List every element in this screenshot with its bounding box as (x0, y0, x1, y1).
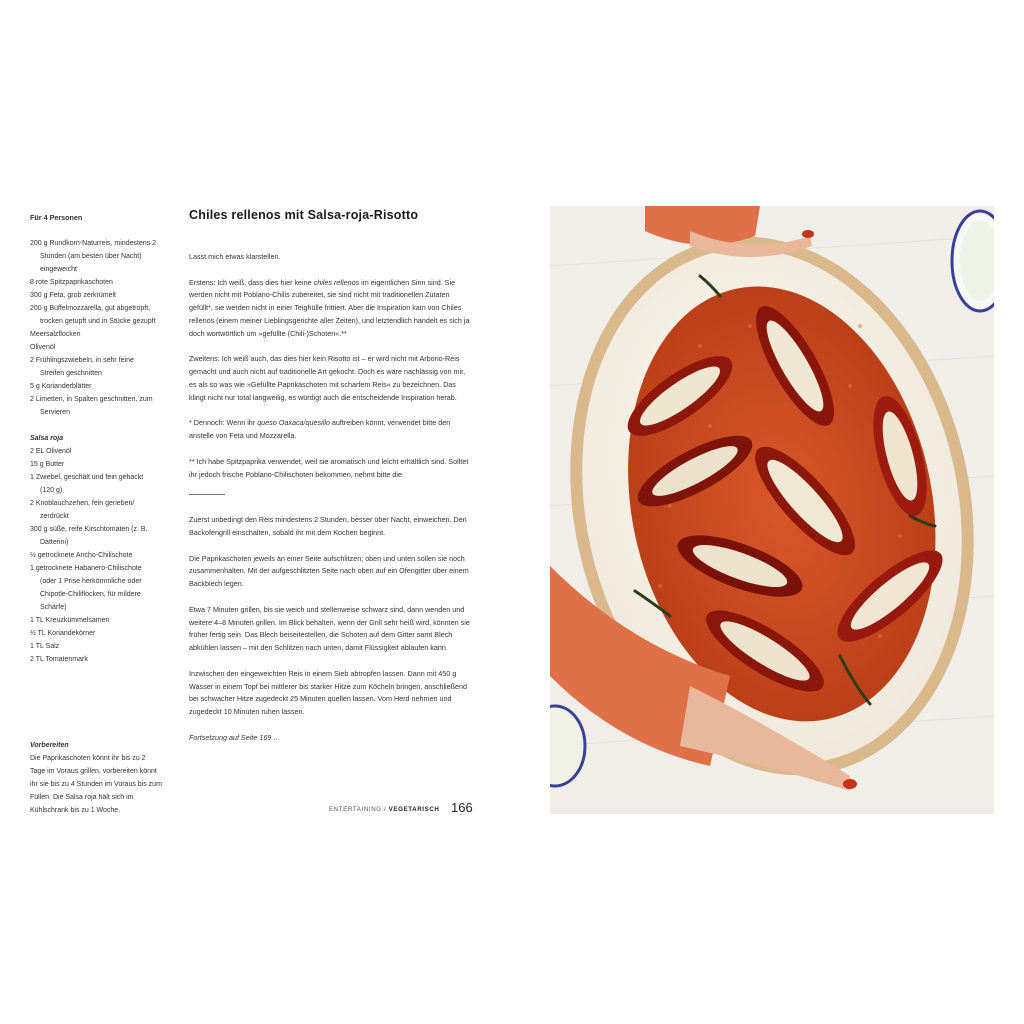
salsa-ingredient-item: 2 TL Tomatenmark (30, 656, 88, 663)
continued-note: Fortsetzung auf Seite 169 … (189, 732, 281, 742)
page-footer (329, 800, 479, 820)
salsa-ingredient-item: 300 g süße, reife Kirschtomaten (z. B. Datterini) (30, 526, 148, 546)
salsa-heading: Salsa roja (30, 435, 64, 442)
method-step: Etwa 7 Minuten grillen, bis sie weich und stellenweise schwarz sind, dann wenden und weitere 4–8 Minuten grillen. Im Blick behalten, wenn der Grill sehr heiß wird, könnten sie früher fertig sein. Das Blech beiseitestellen, die Schoten auf dem Gitter samt Blech abkühlen lassen – mit den Schlitzen nach unten, damit Flüssigkeit ablaufen kann. (189, 604, 470, 653)
salsa-ingredient-list (30, 445, 158, 666)
method-step: Die Paprikaschoten jeweils an einer Seite aufschlitzen; oben und unten sollen sie noch zusammenhalten. Mit der aufgeschlitzten Seite nach oben auf ein Ofengitter über einem Backblech legen. (189, 553, 469, 589)
salsa-ingredient-item: 1 TL Salz (30, 643, 60, 650)
ingredients-column (30, 211, 158, 666)
page-number: 166 (451, 800, 473, 815)
ingredient-item: Olivenöl (30, 344, 56, 351)
prep-text: Die Paprikaschoten könnt ihr bis zu 2 Tage im Voraus grillen, vorbereiten könnt ihr sie bis zu 4 Stunden im Voraus bis zum Füllen. Die Salsa roja hält sich im Kühlschrank bis zu 1 Woche. (30, 755, 162, 814)
intro-paragraph-second: Zweitens: Ich weiß auch, das dies hier kein Risotto ist – er wird nicht mit Arborio-Reis gemacht und auch nicht auf traditionelle Art gekocht. Doch es wäre nachlässig von mir, es als so was wie »Gefüllte Paprikaschoten mit scharfem Reis« zu bezeichnen. Das klingt nicht nur total langweilig, es würdigt auch die entscheidende Inspiration herab. (189, 354, 466, 402)
salsa-ingredient-item: 2 EL Olivenöl (30, 448, 72, 455)
dish-illustration (550, 206, 994, 814)
ingredient-list (30, 237, 158, 419)
subsection-name: VEGETARISCH (388, 806, 440, 813)
ingredient-item: Meersalzflocken (30, 331, 81, 338)
recipe-text-column (189, 206, 472, 757)
recipe-title: Chiles rellenos mit Salsa-roja-Risotto (189, 208, 419, 222)
prep-heading: Vorbereiten (30, 742, 69, 749)
salsa-ingredient-item: 1 TL Kreuzkümmelsamen (30, 617, 110, 624)
text-run: auftreiben könnt, verwendet bitte den anstelle von Feta und Mozzarella. (189, 418, 451, 441)
dish-photo (550, 206, 994, 814)
emphasis-run: chiles rellenos (313, 277, 360, 287)
footnote: ** Ich habe Spitzpaprika verwendet, weil sie aromatisch und leicht erhältlich sind. Solltet ihr jedoch frische Poblano-Chilischoten bekommen, nehmt bitte die. (189, 456, 469, 479)
method-step: Zuerst unbedingt den Reis mindestens 2 Stunden, besser über Nacht, einweichen. Den Backofengrill einschalten, sobald ihr mit dem Kochen beginnt. (189, 515, 467, 537)
salsa-ingredient-item: 2 Knoblauchzehen, fein gerieben/ zerdrückt (30, 500, 135, 520)
footnote (189, 417, 472, 443)
ingredient-item: 8 rote Spitzpaprikaschoten (30, 279, 113, 286)
intro-paragraph: Lasst mich etwas klarstellen. (189, 252, 281, 261)
ingredient-item: 300 g Feta, grob zerkrümelt (30, 292, 116, 299)
salsa-ingredient-item: ½ TL Koriandekörner (30, 630, 96, 637)
ingredient-item: 2 Limetten, in Spalten geschnitten, zum Servieren (30, 396, 153, 416)
text-run: Erstens: Ich weiß, dass dies hier keine (189, 277, 314, 287)
ingredient-item: 5 g Korianderblätter (30, 383, 92, 390)
ingredient-item: 200 g Büffelmozzarella, gut abgetropft, trocken getupft und in Stücke gezupft (30, 305, 156, 325)
intro-paragraph-first (189, 277, 472, 341)
salsa-ingredient-item: 1 getrocknete Habanero-Chilischote (oder 1 Prise herkömmliche oder Chipotle-Chiliflocken, für mildere Schärfe) (30, 565, 142, 611)
glass-top (952, 211, 994, 311)
method-step: Inzwischen den eingeweichten Reis in einem Sieb abtropfen lassen. Dann mit 450 g Wasser in einem Topf bei mittlerer bis starker Hitze zum Köcheln bringen, anschließend bei schwacher Hitze zugedeckt 25 Minuten quellen lassen. Vom Herd nehmen und zugedeckt 10 Minuten ruhen lassen. (189, 668, 468, 717)
text-run: im eigentlichen Sinn sind. Sie werden nicht mit Poblano-Chilis zubereitet, sie sind nicht mit traditionellen Zutaten gefüllt*, sie werden nicht in einer Teighülle frittiert. Aber die Inspiration kam von Chiles rellenos (einem meiner Lieblingsgerichte aller Zeiten), und letztendlich handelt es sich ja doch wortwörtlich um »gefüllte (Chili-)Schoten«.** (189, 277, 470, 338)
salsa-ingredient-item: 1 Zwiebel, geschält und fein gehackt (120 g) (30, 474, 144, 494)
section-label (329, 806, 440, 813)
ingredient-item: 2 Frühlingszwiebeln, in sehr feine Streifen geschnitten (30, 357, 134, 377)
text-run: * Dennoch: Wenn ihr (189, 418, 258, 428)
emphasis-run: queso Oaxaca/quesillo (257, 418, 330, 428)
section-divider (189, 494, 225, 495)
ingredient-item: 200 g Rundkorn-Naturreis, mindestens 2 Stunden (am besten über Nacht) eingeweicht (30, 240, 157, 273)
servings-label: Für 4 Personen (30, 213, 83, 222)
salsa-ingredient-item: ½ getrocknete Ancho-Chilischote (30, 552, 133, 559)
salsa-ingredient-item: 15 g Butter (30, 461, 65, 468)
section-name: ENTERTAINING / (329, 806, 389, 813)
prep-note (30, 739, 162, 817)
